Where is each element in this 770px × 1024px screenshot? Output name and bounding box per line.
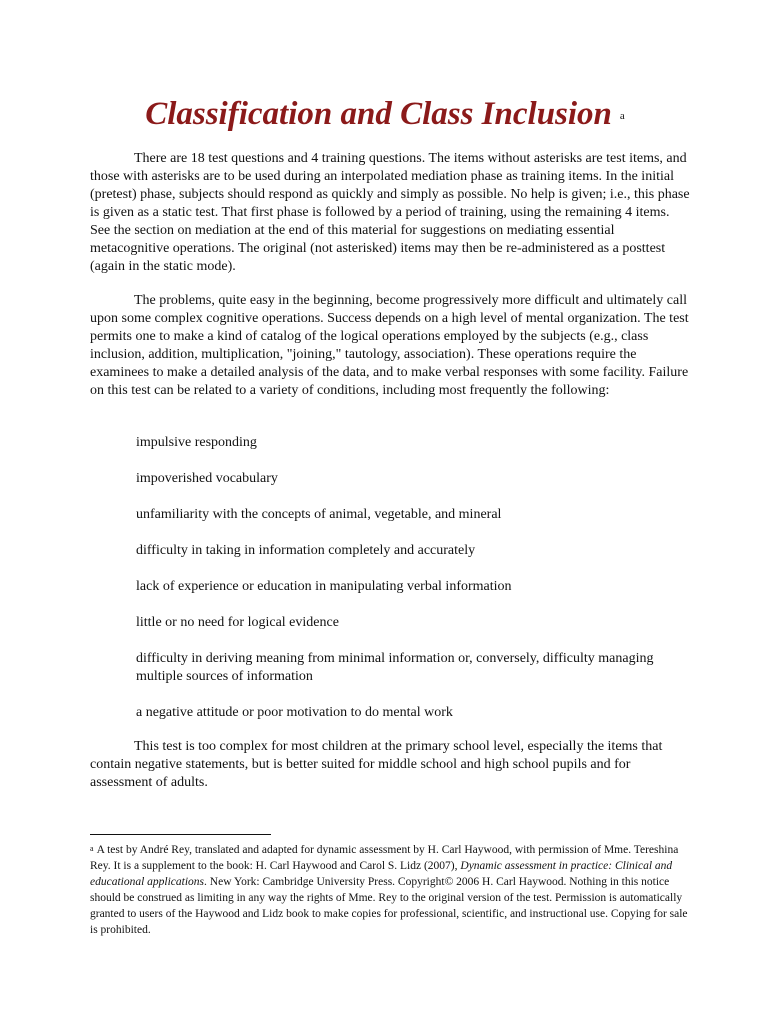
list-item: difficulty in taking in information completely and accurately xyxy=(136,543,476,558)
conditions-list xyxy=(136,434,696,740)
complexity-paragraph: This test is too complex for most children at the primary school level, especially the items that contain negative statements, but is better suited for middle school and high school pupils and for assessment of adults. xyxy=(90,739,663,790)
list-item: unfamiliarity with the concepts of animal, vegetable, and mineral xyxy=(136,507,502,522)
list-item: impulsive responding xyxy=(136,435,257,450)
list-item: little or no need for logical evidence xyxy=(136,615,339,630)
page-title xyxy=(0,92,770,136)
list-item: lack of experience or education in manipulating verbal information xyxy=(136,579,512,594)
title-footnote-marker: a xyxy=(619,110,625,122)
list-item: impoverished vocabulary xyxy=(136,471,278,486)
title-text: Classification and Class Inclusion xyxy=(145,96,612,132)
intro-paragraph: There are 18 test questions and 4 training questions. The items without asterisks are test items, and those with asterisks are to be used during an interpolated mediation phase as training items. In the initial (pretest) phase, subjects should respond as quickly and simply as possible. No help is given; i.e., this phase is given as a static test. That first phase is followed by a period of training, using the remaining 4 items. See the section on mediation at the end of this material for suggestions on mediating essential metacognitive operations. The original (not asterisked) items may then be re-administered as a posttest (again in the static mode). xyxy=(90,151,690,274)
footnote xyxy=(90,842,690,938)
list-item: a negative attitude or poor motivation to do mental work xyxy=(136,705,453,720)
list-item: difficulty in deriving meaning from minimal information or, conversely, difficulty managing multiple sources of information xyxy=(136,651,654,684)
footnote-book-title: Dynamic assessment in practice: Clinical and educational applications xyxy=(90,860,673,888)
footnote-text-end: . New York: Cambridge University Press. Copyright© 2006 H. Carl Haywood. Nothing in this notice should be construed as limiting in any way the rights of Mme. Rey to the original version of the test. Permission is automatically granted to users of the Haywood and Lidz book to make copies for professional, scientific, and instructional use. Copying for sale is prohibited. xyxy=(90,876,688,936)
footnote-divider xyxy=(90,834,271,835)
problems-paragraph: The problems, quite easy in the beginning, become progressively more difficult and ultimately call upon some complex cognitive operations. Success depends on a high level of mental organization. The test permits one to make a kind of catalog of the logical operations employed by the subjects (e.g., class inclusion, addition, multiplication, "joining," tautology, association). These operations require the examinees to make a detailed analysis of the data, and to make verbal responses with some facility. Failure on this test can be related to a variety of conditions, including most frequently the following: xyxy=(90,293,689,398)
footnote-marker: a xyxy=(90,844,94,853)
footnote-text-start: A test by André Rey, translated and adapted for dynamic assessment by H. Carl Haywood, with permission of Mme. Tereshina Rey. It is a supplement to the book: H. Carl Haywood and Carol S. Lidz (2007), xyxy=(90,844,679,872)
